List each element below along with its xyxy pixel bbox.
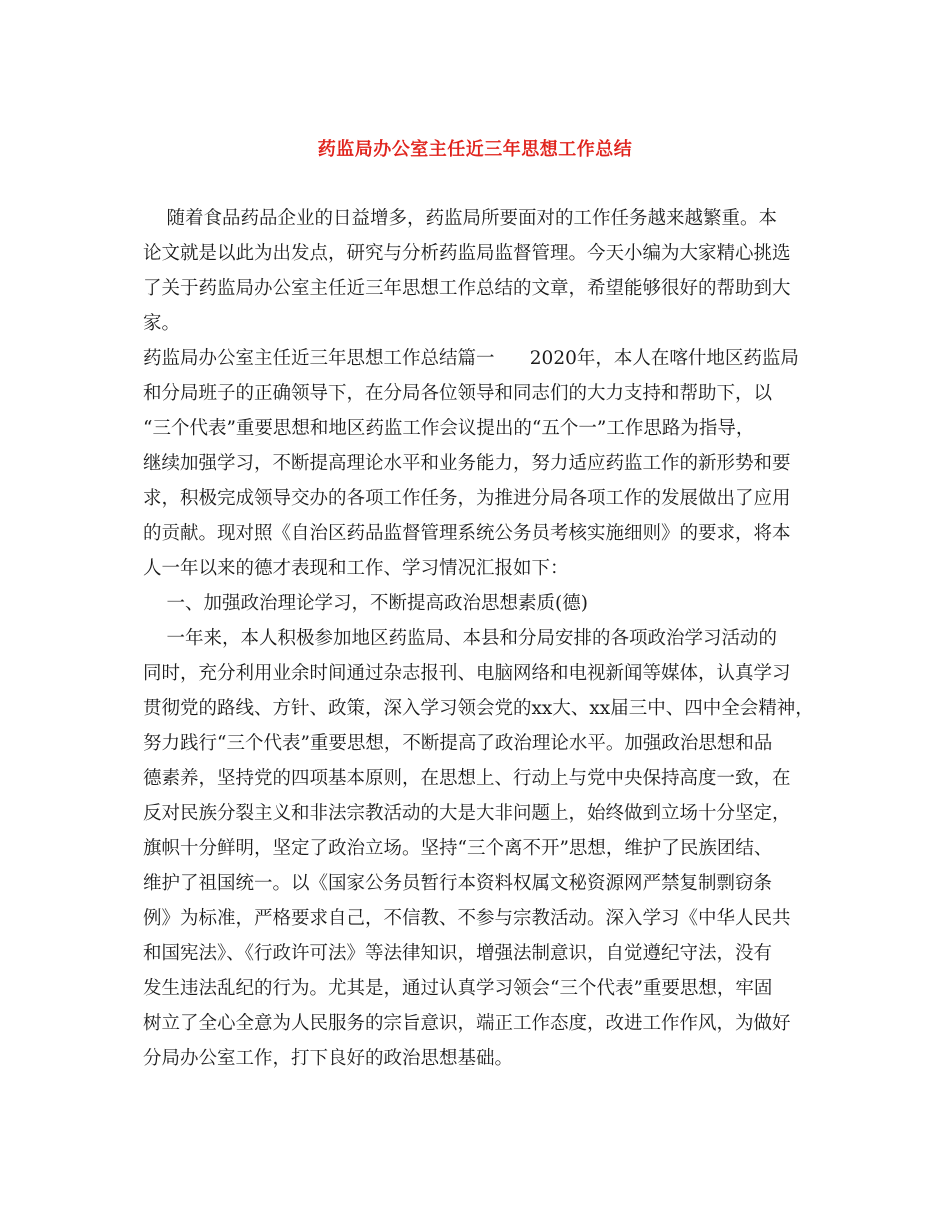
body-line-9: 求，积极完成领导交办的各项工作任务，为推进分局各项工作的发展做出了应用 bbox=[143, 488, 791, 509]
body-line-14: 同时，充分利用业余时间通过杂志报刊、电脑网络和电视新闻等媒体，认真学习 bbox=[143, 663, 791, 684]
body-line-1: 随着食品药品企业的日益增多，药监局所要面对的工作任务越来越繁重。本 bbox=[143, 208, 778, 229]
document-title: 药监局办公室主任近三年思想工作总结 bbox=[317, 139, 633, 160]
body-line-5: 药监局办公室主任近三年思想工作总结篇一 2020年，本人在喀什地区药监局 bbox=[143, 348, 799, 369]
body-line-8: 继续加强学习，不断提高理论水平和业务能力，努力适应药监工作的新形势和要 bbox=[143, 453, 791, 474]
body-line-22: 和国宪法》、《行政许可法》等法律知识，增强法制意识，自觉遵纪守法，没有 bbox=[143, 943, 773, 964]
body-line-21: 例》为标准，严格要求自己，不信教、不参与宗教活动。深入学习《中华人民共 bbox=[143, 908, 791, 929]
body-line-20: 维护了祖国统一。以《国家公务员暂行本资料权属文秘资源网严禁复制剽窃条 bbox=[143, 873, 773, 894]
body-line-17: 德素养，坚持党的四项基本原则，在思想上、行动上与党中央保持高度一致，在 bbox=[143, 768, 791, 789]
body-line-11: 人一年以来的德才表现和工作、学习情况汇报如下： bbox=[143, 558, 569, 579]
body-line-24: 树立了全心全意为人民服务的宗旨意识，端正工作态度，改进工作作风，为做好 bbox=[143, 1013, 791, 1034]
body-line-10: 的贡献。现对照《自治区药品监督管理系统公务员考核实施细则》的要求，将本 bbox=[143, 523, 791, 544]
section-heading-1: 一、加强政治理论学习，不断提高政治思想素质(德) bbox=[143, 593, 588, 614]
body-line-2: 论文就是以此为出发点，研究与分析药监局监督管理。今天小编为大家精心挑选 bbox=[143, 243, 791, 264]
body-line-13: 一年来，本人积极参加地区药监局、本县和分局安排的各项政治学习活动的 bbox=[143, 628, 778, 649]
body-line-4: 家。 bbox=[143, 313, 181, 334]
body-line-3: 了关于药监局办公室主任近三年思想工作总结的文章，希望能够很好的帮助到大 bbox=[143, 278, 791, 299]
body-line-15: 贯彻党的路线、方针、政策，深入学习领会党的xx大、xx届三中、四中全会精神， bbox=[143, 698, 814, 719]
body-line-7: “三个代表”重要思想和地区药监工作会议提出的“五个一”工作思路为指导， bbox=[143, 418, 755, 439]
body-line-25: 分局办公室工作，打下良好的政治思想基础。 bbox=[143, 1048, 514, 1069]
body-line-23: 发生违法乱纪的行为。尤其是，通过认真学习领会“三个代表”重要思想，牢固 bbox=[143, 978, 773, 999]
body-line-16: 努力践行“三个代表”重要思想，不断提高了政治理论水平。加强政治思想和品 bbox=[143, 733, 773, 754]
body-line-6: 和分局班子的正确领导下，在分局各位领导和同志们的大力支持和帮助下，以 bbox=[143, 383, 773, 404]
body-line-18: 反对民族分裂主义和非法宗教活动的大是大非问题上，始终做到立场十分坚定， bbox=[143, 803, 791, 824]
body-line-19: 旗帜十分鲜明，坚定了政治立场。坚持“三个离不开”思想，维护了民族团结、 bbox=[143, 838, 773, 859]
